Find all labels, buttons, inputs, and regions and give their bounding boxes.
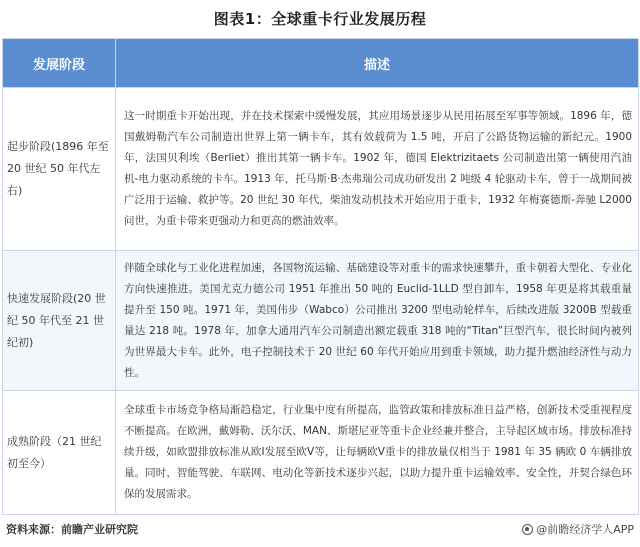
logo-circle-icon [522,524,533,535]
stage-description: 这一时期重卡开始出现，并在技术探索中缓慢发展，其应用场景逐步从民用拓展至军事等领域。1896 年，德国戴姆勒汽车公司制造出世界上第一辆卡车，其有效载荷为 1.5 吨，开启了公路货物运输的新纪元。1900 年，法国贝利埃（Berliet）推出其第一辆卡车。1902 年，德国 Elektrizitaets 公司制造出第一辆使用汽油机-电力驱动系统的卡车。1913 年，托马斯·B·杰弗瑞公司成功研发出 2 吨级 4 轮驱动卡车，曾于一战期间被广泛用于运输、救护等。20 世纪 30 年代，柴油发动机技术开始应用于重卡，1932 年梅赛德斯-奔驰 L2000 问世，为重卡带来更强动力和更高的燃油效率。 [116,88,639,251]
source-note: 资料来源：前瞻产业研究院 [6,523,138,536]
chart-title: 图表1：全球重卡行业发展历程 [213,10,427,28]
stage-name: 成熟阶段（21 世纪初至今） [3,391,116,515]
footer [4,520,634,540]
brand-credit [522,520,634,540]
stage-description: 全球重卡市场竞争格局渐趋稳定，行业集中度有所提高，监管政策和排放标准日益严格，创新技术受重视程度不断提高。在欧洲，戴姆勒、沃尔沃、MAN、斯堪尼亚等重卡企业经兼并整合，主导起区域市场。排放标准持续升级，如欧盟排放标准从欧Ⅰ发展至欧Ⅴ等，让每辆欧Ⅴ重卡的排放量仅相当于 1981 年 35 辆欧 0 车辆排放量。同时，智能驾驶、车联网、电动化等新技术逐步兴起，以助力提升重卡运输效率、安全性，并契合绿色环保的发展需求。 [116,391,639,515]
development-stages-table [2,38,639,515]
brand-label: @前瞻经济学人APP [536,523,634,536]
stage-name: 起步阶段(1896 年至 20 世纪 50 年代左右) [3,88,116,251]
table-header-row [3,39,639,88]
table-row [3,251,639,391]
table-row [3,391,639,515]
header-stage: 发展阶段 [3,39,116,88]
stage-description: 伴随全球化与工业化进程加速，各国物流运输、基础建设等对重卡的需求快速攀升，重卡朝着大型化、专业化方向快速推进。美国尤克力德公司 1951 年推出 50 吨的 Euclid-1LLD 型自卸车，1958 年更是将其载重量提升至 150 吨。1971 年，美国伟步（Wabco）公司推出 3200 型电动轮样车，后续改进版 3200B 型载重量达 218 吨。1978 年，加拿大通用汽车公司制造出额定载重 318 吨的“Titan”巨型汽车，很长时间内被列为世界最大卡车。此外，电子控制技术于 20 世纪 60 年代开始应用到重卡领域，助力提升燃油经济性与动力性。 [116,251,639,391]
table-row [3,88,639,251]
header-description: 描述 [116,39,639,88]
stage-name: 快速发展阶段(20 世纪 50 年代至 21 世纪初) [3,251,116,391]
